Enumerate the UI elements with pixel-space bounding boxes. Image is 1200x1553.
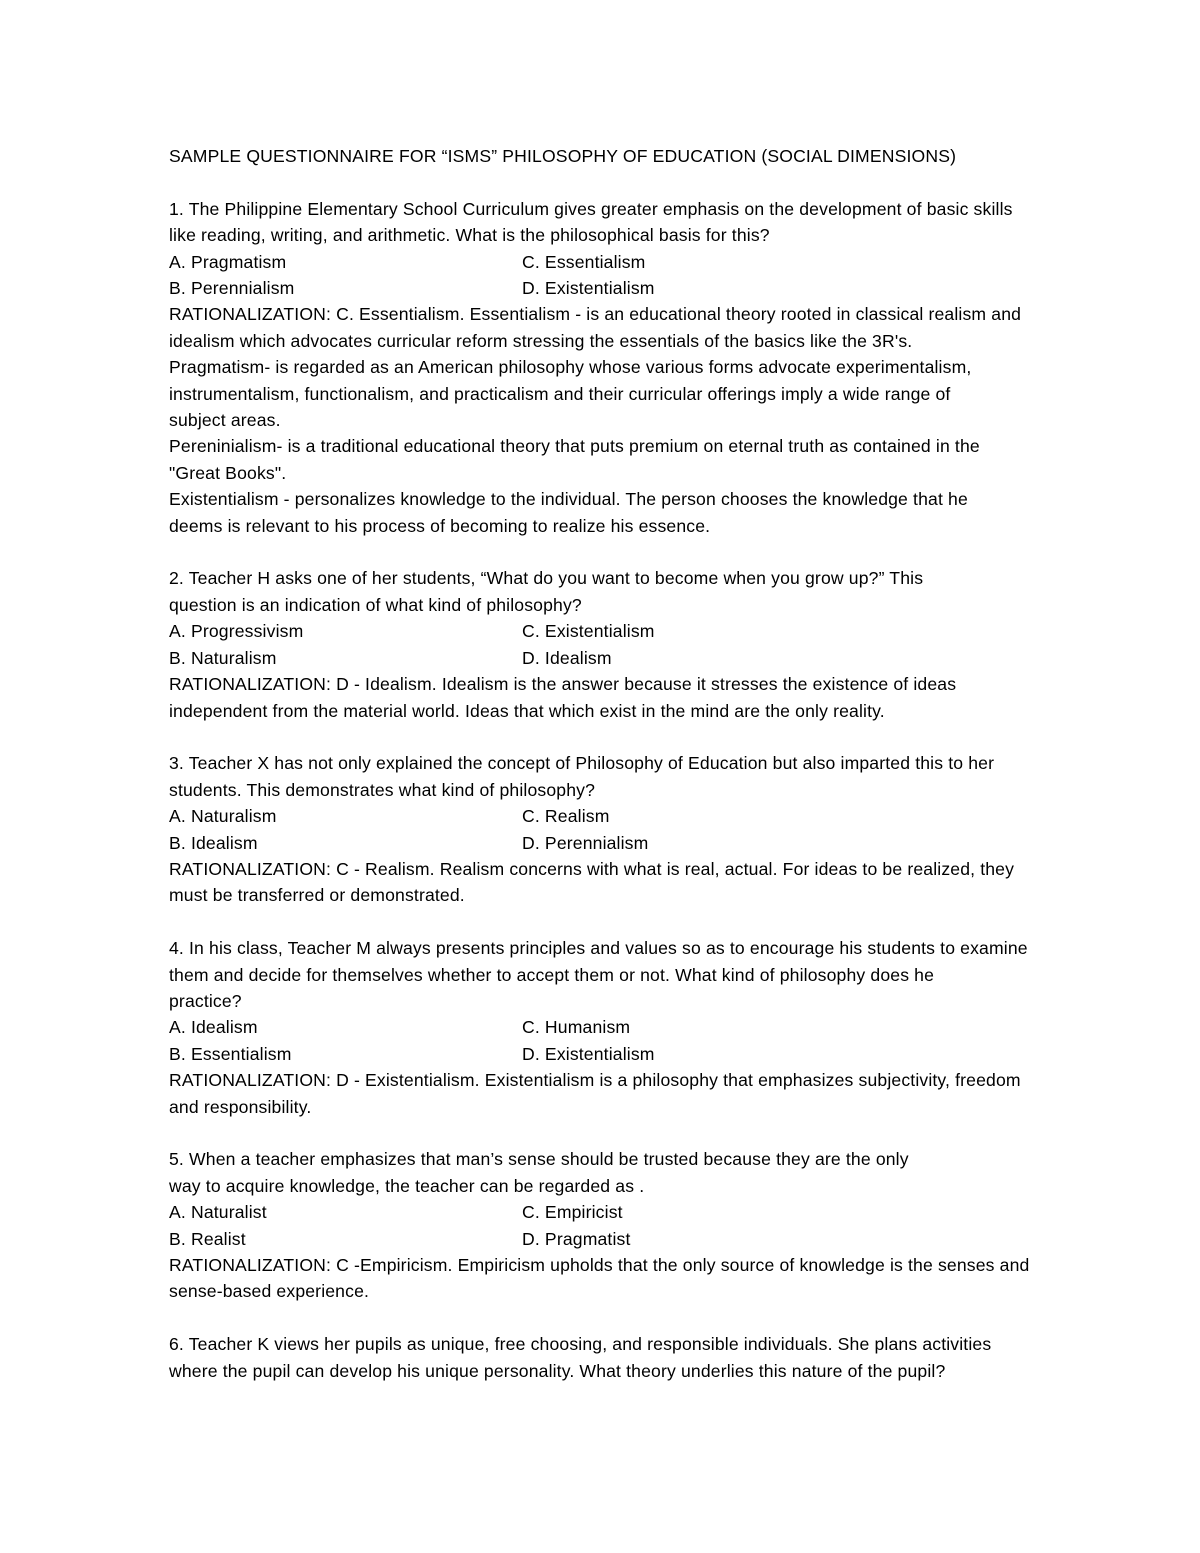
answer-option: D. Existentialism [522, 278, 655, 299]
rationalization-line: sense-based experience. [169, 1281, 370, 1302]
answer-options [169, 803, 1144, 856]
question-6 [169, 1331, 1144, 1384]
answer-options [169, 249, 1144, 302]
answer-option: C. Humanism [522, 1017, 631, 1038]
answer-option: B. Realist [169, 1228, 246, 1249]
question-stem-line: 2. Teacher H asks one of her students, “What do you want to become when you grow up?” This [169, 568, 924, 589]
question-4 [169, 935, 1144, 1120]
rationalization-line: deems is relevant to his process of becoming to realize his essence. [169, 515, 711, 536]
answer-option: C. Existentialism [522, 621, 655, 642]
rationalization-line: "Great Books". [169, 462, 287, 483]
question-stem-line: 4. In his class, Teacher M always presents principles and values so as to encourage his students to examine [169, 938, 1028, 959]
document-title: SAMPLE QUESTIONNAIRE FOR “ISMS” PHILOSOPHY OF EDUCATION (SOCIAL DIMENSIONS) [169, 146, 957, 166]
rationalization-line: RATIONALIZATION: D - Existentialism. Existentialism is a philosophy that emphasizes subjectivity, freedom [169, 1070, 1021, 1091]
answer-option: B. Idealism [169, 832, 258, 853]
question-stem-line: question is an indication of what kind of philosophy? [169, 594, 582, 615]
answer-option: A. Progressivism [169, 621, 304, 642]
answer-option: D. Idealism [522, 647, 612, 668]
rationalization-line: independent from the material world. Ideas that which exist in the mind are the only reality. [169, 700, 885, 721]
answer-option: A. Naturalism [169, 806, 277, 827]
rationalization-line: instrumentalism, functionalism, and practicalism and their curricular offerings imply a wide range of [169, 383, 951, 404]
rationalization-line: Pragmatism- is regarded as an American philosophy whose various forms advocate experimentalism, [169, 357, 972, 378]
answer-option: C. Empiricist [522, 1202, 623, 1223]
document-body [169, 143, 1144, 1384]
rationalization-line: RATIONALIZATION: C -Empiricism. Empiricism upholds that the only source of knowledge is the senses and [169, 1254, 1030, 1275]
rationalization-line: subject areas. [169, 410, 281, 431]
answer-option: D. Pragmatist [522, 1228, 631, 1249]
question-5 [169, 1146, 1144, 1304]
rationalization-line: must be transferred or demonstrated. [169, 885, 465, 906]
answer-option: D. Perennialism [522, 832, 649, 853]
question-stem-line: 1. The Philippine Elementary School Curriculum gives greater emphasis on the development of basic skills [169, 198, 1013, 219]
question-stem-line: students. This demonstrates what kind of philosophy? [169, 779, 596, 800]
rationalization-line: Existentialism - personalizes knowledge to the individual. The person chooses the knowledge that he [169, 489, 968, 510]
answer-option: A. Pragmatism [169, 251, 287, 272]
rationalization-line: idealism which advocates curricular reform stressing the essentials of the basics like the 3R's. [169, 330, 913, 351]
question-stem-line: practice? [169, 990, 242, 1011]
answer-option: B. Naturalism [169, 647, 277, 668]
question-stem-line: them and decide for themselves whether to accept them or not. What kind of philosophy does he [169, 964, 935, 985]
question-stem-line: like reading, writing, and arithmetic. What is the philosophical basis for this? [169, 225, 770, 246]
question-stem-line: way to acquire knowledge, the teacher can be regarded as . [169, 1175, 645, 1196]
answer-option: A. Naturalist [169, 1202, 267, 1223]
answer-option: C. Realism [522, 806, 610, 827]
rationalization-line: RATIONALIZATION: C. Essentialism. Essentialism - is an educational theory rooted in classical realism and [169, 304, 1022, 325]
answer-options [169, 618, 1144, 671]
answer-options [169, 1014, 1144, 1067]
question-stem-line: 6. Teacher K views her pupils as unique, free choosing, and responsible individuals. She plans activities [169, 1334, 992, 1355]
question-stem-line: 3. Teacher X has not only explained the concept of Philosophy of Education but also imparted this to her [169, 753, 995, 774]
question-2 [169, 565, 1144, 723]
question-stem-line: where the pupil can develop his unique personality. What theory underlies this nature of the pupil? [169, 1360, 946, 1381]
question-stem-line: 5. When a teacher emphasizes that man’s sense should be trusted because they are the only [169, 1149, 909, 1170]
rationalization-line: and responsibility. [169, 1096, 312, 1117]
rationalization-line: RATIONALIZATION: D - Idealism. Idealism is the answer because it stresses the existence of ideas [169, 674, 957, 695]
answer-option: C. Essentialism [522, 251, 646, 272]
answer-option: A. Idealism [169, 1017, 258, 1038]
rationalization-line: Pereninialism- is a traditional educational theory that puts premium on eternal truth as contained in the [169, 436, 980, 457]
answer-option: D. Existentialism [522, 1043, 655, 1064]
answer-option: B. Perennialism [169, 278, 295, 299]
question-3 [169, 750, 1144, 908]
answer-options [169, 1199, 1144, 1252]
rationalization-line: RATIONALIZATION: C - Realism. Realism concerns with what is real, actual. For ideas to be realized, they [169, 858, 1015, 879]
question-1 [169, 196, 1144, 539]
answer-option: B. Essentialism [169, 1043, 292, 1064]
